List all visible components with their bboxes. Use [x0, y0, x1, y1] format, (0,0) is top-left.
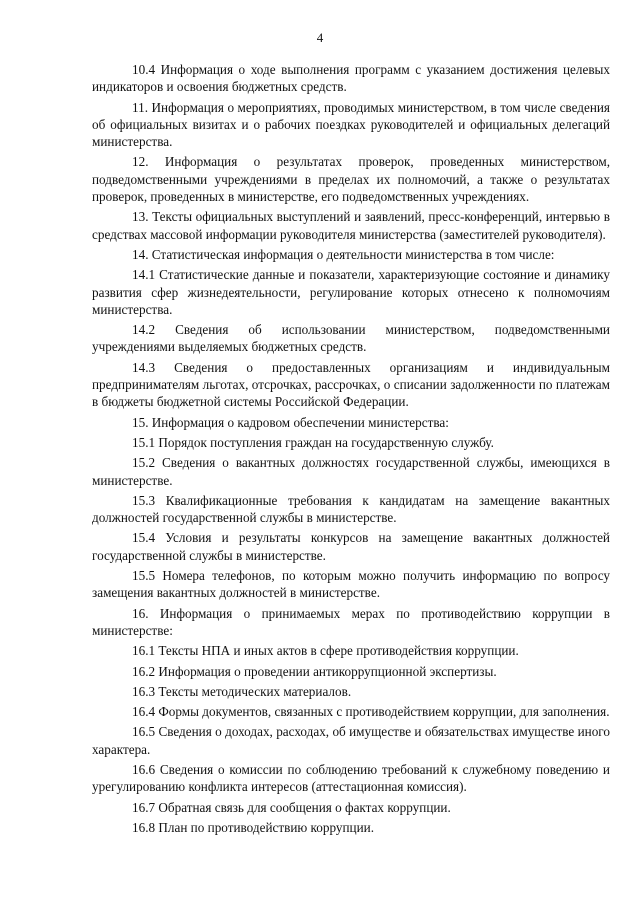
- document-body: [92, 61, 610, 839]
- paragraph-10-4: 10.4 Информация о ходе выполнения программ с указанием достижения целевых индикаторов и освоения бюджетных средств.: [92, 62, 610, 95]
- paragraph-12: 12. Информация о результатах проверок, проведенных министерством, подведомственными учреждениями в пределах их полномочий, а также о результатах проверок, проведенных в министерстве, его подведомственных учреждениях.: [92, 154, 610, 205]
- paragraph-16-3: 16.3 Тексты методических материалов.: [132, 683, 352, 699]
- paragraph-16-7: 16.7 Обратная связь для сообщения о фактах коррупции.: [132, 799, 451, 815]
- paragraph-14: 14. Статистическая информация о деятельности министерства в том числе:: [132, 246, 555, 262]
- paragraph-13: 13. Тексты официальных выступлений и заявлений, пресс-конференций, интервью в средствах массовой информации руководителя министерства (заместителей руководителя).: [92, 209, 610, 242]
- paragraph-16-2: 16.2 Информация о проведении антикоррупционной экспертизы.: [132, 663, 497, 679]
- page-number: 4: [316, 30, 324, 45]
- paragraph-15-3: 15.3 Квалификационные требования к кандидатам на замещение вакантных должностей государственной службы в министерстве.: [92, 492, 610, 526]
- paragraph-16-4: 16.4 Формы документов, связанных с противодействием коррупции, для заполнения.: [132, 704, 610, 720]
- paragraph-11: 11. Информация о мероприятиях, проводимых министерством, в том числе сведения об официальных визитах и о рабочих поездках руководителей и официальных делегаций министерства.: [92, 99, 610, 150]
- paragraph-15-2: 15.2 Сведения о вакантных должностях государственной службы, имеющихся в министерстве.: [92, 455, 610, 488]
- paragraph-15-5: 15.5 Номера телефонов, по которым можно получить информацию по вопросу замещения вакантных должностей в министерстве.: [92, 568, 610, 601]
- paragraph-16-6: 16.6 Сведения о комиссии по соблюдению требований к служебному поведению и урегулированию конфликта интересов (аттестационная комиссия).: [92, 761, 610, 795]
- paragraph-14-3: 14.3 Сведения о предоставленных организациям и индивидуальным предпринимателям льготах, отсрочках, рассрочках, о списании задолженности по платежам в бюджеты бюджетной системы Российской Федерации.: [92, 359, 610, 410]
- paragraph-16-5: 16.5 Сведения о доходах, расходах, об имуществе и обязательствах имуществе иного характера.: [92, 724, 610, 757]
- paragraph-15-1: 15.1 Порядок поступления граждан на государственную службу.: [132, 434, 494, 450]
- paragraph-15-4: 15.4 Условия и результаты конкурсов на замещение вакантных должностей государственной службы в министерстве.: [92, 530, 610, 563]
- paragraph-14-1: 14.1 Статистические данные и показатели, характеризующие состояние и динамику развития сфер жизнедеятельности, регулирование которых отнесено к полномочиям министерства.: [92, 267, 610, 317]
- paragraph-16-1: 16.1 Тексты НПА и иных актов в сфере противодействия коррупции.: [132, 643, 519, 659]
- paragraph-15: 15. Информация о кадровом обеспечении министерства:: [132, 414, 449, 430]
- paragraph-14-2: 14.2 Сведения об использовании министерством, подведомственными учреждениями выделяемых бюджетных средств.: [92, 322, 610, 355]
- paragraph-16-8: 16.8 План по противодействию коррупции.: [132, 819, 375, 835]
- paragraph-16: 16. Информация о принимаемых мерах по противодействию коррупции в министерстве:: [92, 605, 610, 638]
